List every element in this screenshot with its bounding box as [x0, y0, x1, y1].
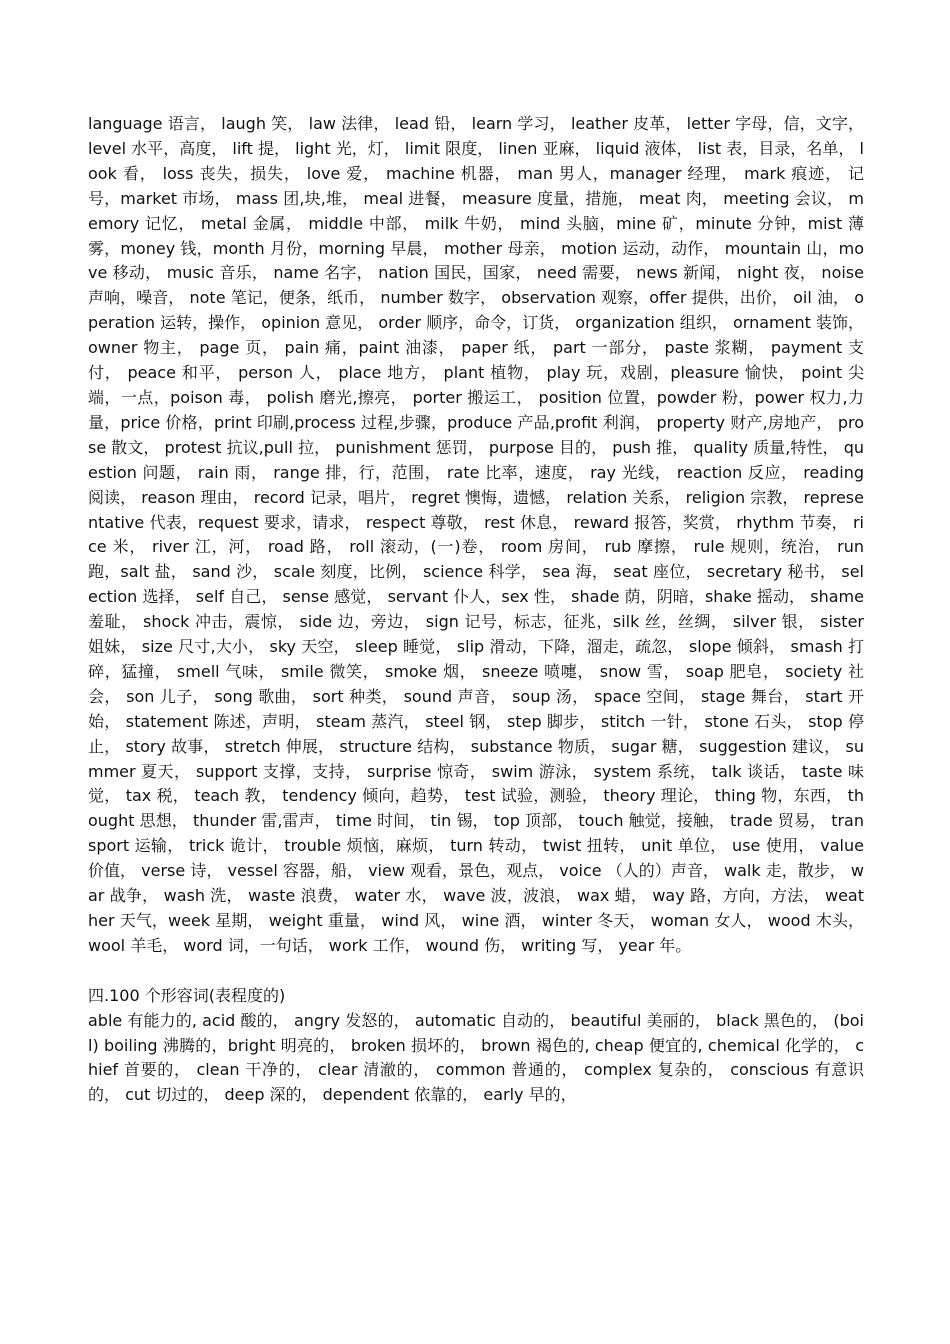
- document-page: [88, 112, 864, 1108]
- noun-vocabulary-paragraph: language 语言， laugh 笑， law 法律， lead 铅， learn 学习， leather 皮革， letter 字母，信，文字， level 水平，高度， lift 提， light 光，灯， limit 限度， linen 亚麻， liquid 液体， list 表，目录，名单， look 看， loss 丧失，损失， love 爱， machine 机器， man 男人，manager 经理， mark 痕迹， 记号，market 市场， mass 团,块,堆， meal 进餐， measure 度量，措施， meat 肉， meeting 会议， memory 记忆， metal 金属， middle 中部， milk 牛奶， mind 头脑，mine 矿，minute 分钟，mist 薄雾，money 钱，month 月份，morning 早晨， mother 母亲， motion 运动，动作， mountain 山，move 移动， music 音乐， name 名字， nation 国民，国家， need 需要， news 新闻， night 夜， noise 声响，噪音， note 笔记，便条，纸币， number 数字， observation 观察，offer 提供，出价， oil 油， operation 运转，操作， opinion 意见， order 顺序，命令，订货， organization 组织， ornament 装饰， owner 物主， page 页， pain 痛，paint 油漆， paper 纸， part 一部分， paste 浆糊， payment 支付， peace 和平， person 人， place 地方， plant 植物， play 玩，戏剧，pleasure 愉快， point 尖端，一点，poison 毒， polish 磨光,擦亮， porter 搬运工， position 位置，powder 粉，power 权力,力量，price 价格，print 印刷,process 过程,步骤，produce 产品,profit 利润， property 财产,房地产， prose 散文， protest 抗议,pull 拉， punishment 惩罚， purpose 目的， push 推， quality 质量,特性， question 问题， rain 雨， range 排，行，范围， rate 比率，速度， ray 光线， reaction 反应， reading 阅读， reason 理由， record 记录，唱片， regret 懊悔，遗憾， relation 关系， religion 宗教， representative 代表，request 要求，请求， respect 尊敬， rest 休息， reward 报答，奖赏， rhythm 节奏， rice 米， river 江，河， road 路， roll 滚动，(一)卷， room 房间， rub 摩擦， rule 规则，统治， run 跑，salt 盐， sand 沙， scale 刻度，比例， science 科学， sea 海， seat 座位， secretary 秘书， selection 选择， self 自己， sense 感觉， servant 仆人，sex 性， shade 荫，阴暗，shake 摇动， shame 羞耻， shock 冲击，震惊， side 边，旁边， sign 记号，标志，征兆，silk 丝，丝绸， silver 银， sister 姐妹， size 尺寸,大小， sky 天空， sleep 睡觉， slip 滑动，下降，溜走，疏忽， slope 倾斜， smash 打碎，猛撞， smell 气味， smile 微笑， smoke 烟， sneeze 喷嚏， snow 雪， soap 肥皂， society 社会， son 儿子， song 歌曲， sort 种类， sound 声音， soup 汤， space 空间， stage 舞台， start 开始， statement 陈述，声明， steam 蒸汽， steel 钢， step 脚步， stitch 一针， stone 石头， stop 停止， story 故事， stretch 伸展， structure 结构， substance 物质， sugar 糖， suggestion 建议， summer 夏天， support 支撑，支持， surprise 惊奇， swim 游泳， system 系统， talk 谈话， taste 味觉， tax 税， teach 教， tendency 倾向，趋势， test 试验，测验， theory 理论， thing 物，东西， thought 思想， thunder 雷,雷声， time 时间， tin 锡， top 顶部， touch 触觉，接触， trade 贸易， transport 运输， trick 诡计， trouble 烦恼，麻烦， turn 转动， twist 扭转， unit 单位， use 使用， value 价值， verse 诗， vessel 容器，船， view 观看，景色，观点， voice （人的）声音， walk 走，散步， war 战争， wash 洗， waste 浪费， water 水， wave 波，波浪， wax 蜡， way 路，方向，方法， weather 天气，week 星期， weight 重量， wind 风， wine 酒， winter 冬天， woman 女人， wood 木头， wool 羊毛， word 词，一句话， work 工作， wound 伤， writing 写， year 年。: [88, 114, 864, 955]
- adjective-vocabulary-paragraph: able 有能力的, acid 酸的， angry 发怒的， automatic 自动的， beautiful 美丽的， black 黑色的， (boil) boiling 沸腾的，bright 明亮的， broken 损坏的， brown 褐色的, cheap 便宜的, chemical 化学的， chief 首要的， clean 干净的， clear 清澈的， common 普通的， complex 复杂的， conscious 有意识的， cut 切过的， deep 深的， dependent 依靠的， early 早的，: [88, 1010, 864, 1105]
- section-heading: 四.100 个形容词(表程度的): [88, 985, 286, 1005]
- paragraph-spacer: [88, 959, 864, 984]
